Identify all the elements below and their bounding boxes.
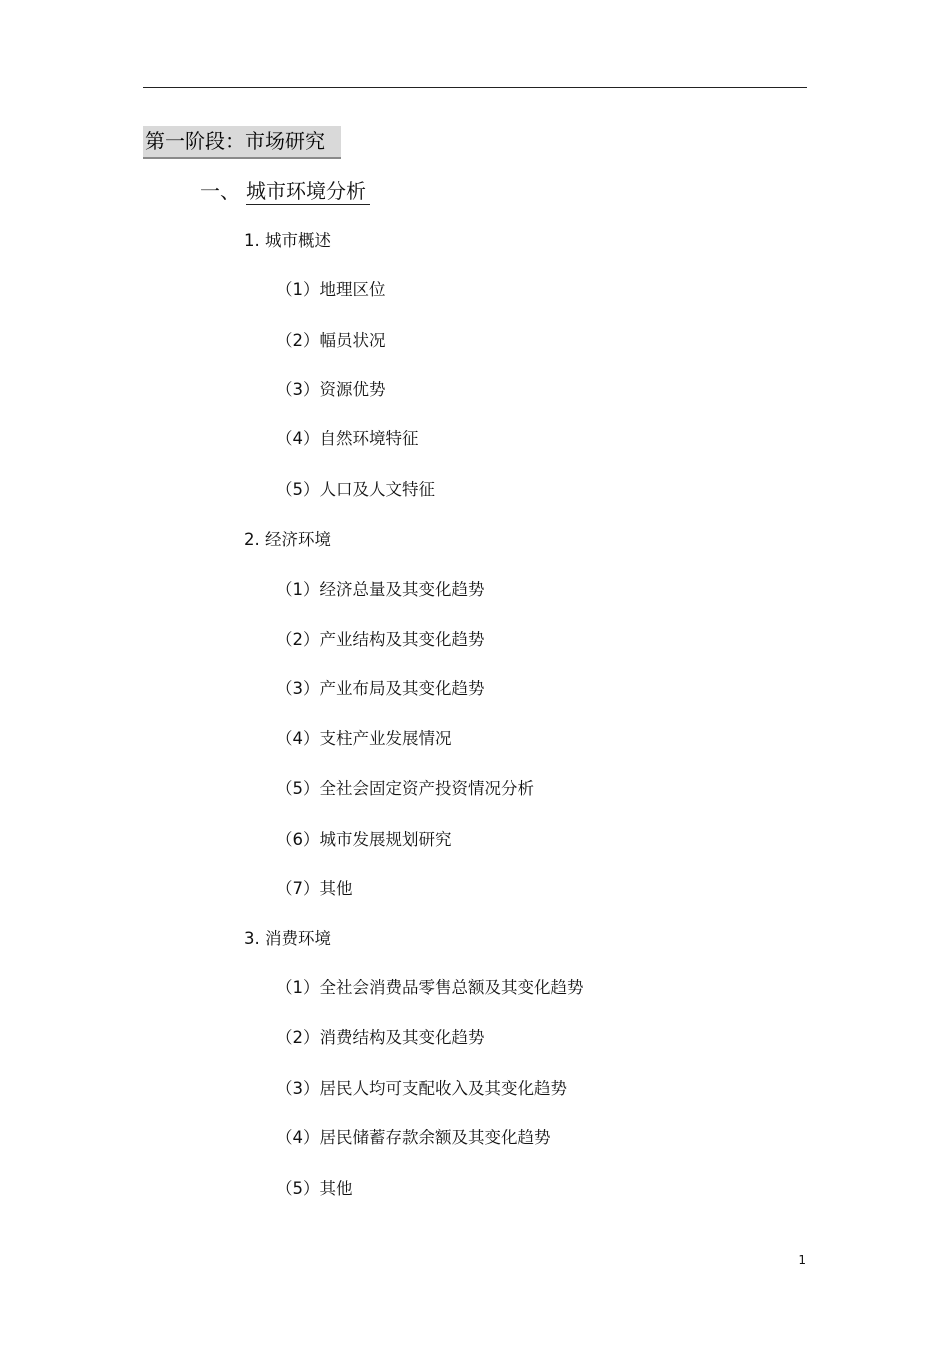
list-item: （5）全社会固定资产投资情况分析 [276,779,534,798]
list-item: （3）居民人均可支配收入及其变化趋势 [276,1079,567,1098]
page-number: 1 [798,1253,806,1267]
phase-title: 第一阶段：市场研究 [143,126,341,159]
list-item: （4）自然环境特征 [276,429,419,448]
list-item: （3）资源优势 [276,380,386,399]
header-rule [143,87,807,88]
list-item: （4）居民储蓄存款余额及其变化趋势 [276,1128,551,1147]
section-number: 一、 [200,179,240,203]
list-item: （1）地理区位 [276,280,386,299]
list-item: （2）消费结构及其变化趋势 [276,1028,485,1047]
subsection-heading: 2. 经济环境 [244,530,331,549]
list-item: （2）幅员状况 [276,331,386,350]
subsection-heading: 1. 城市概述 [244,231,331,250]
list-item: （1）经济总量及其变化趋势 [276,580,485,599]
list-item: （4）支柱产业发展情况 [276,729,452,748]
list-item: （5）人口及人文特征 [276,480,435,499]
subsection-heading: 3. 消费环境 [244,929,331,948]
list-item: （1）全社会消费品零售总额及其变化趋势 [276,978,584,997]
section-heading [200,178,370,205]
section-title: 城市环境分析 [246,178,370,205]
list-item: （3）产业布局及其变化趋势 [276,679,485,698]
list-item: （7）其他 [276,879,353,898]
list-item: （6）城市发展规划研究 [276,830,452,849]
list-item: （5）其他 [276,1179,353,1198]
list-item: （2）产业结构及其变化趋势 [276,630,485,649]
